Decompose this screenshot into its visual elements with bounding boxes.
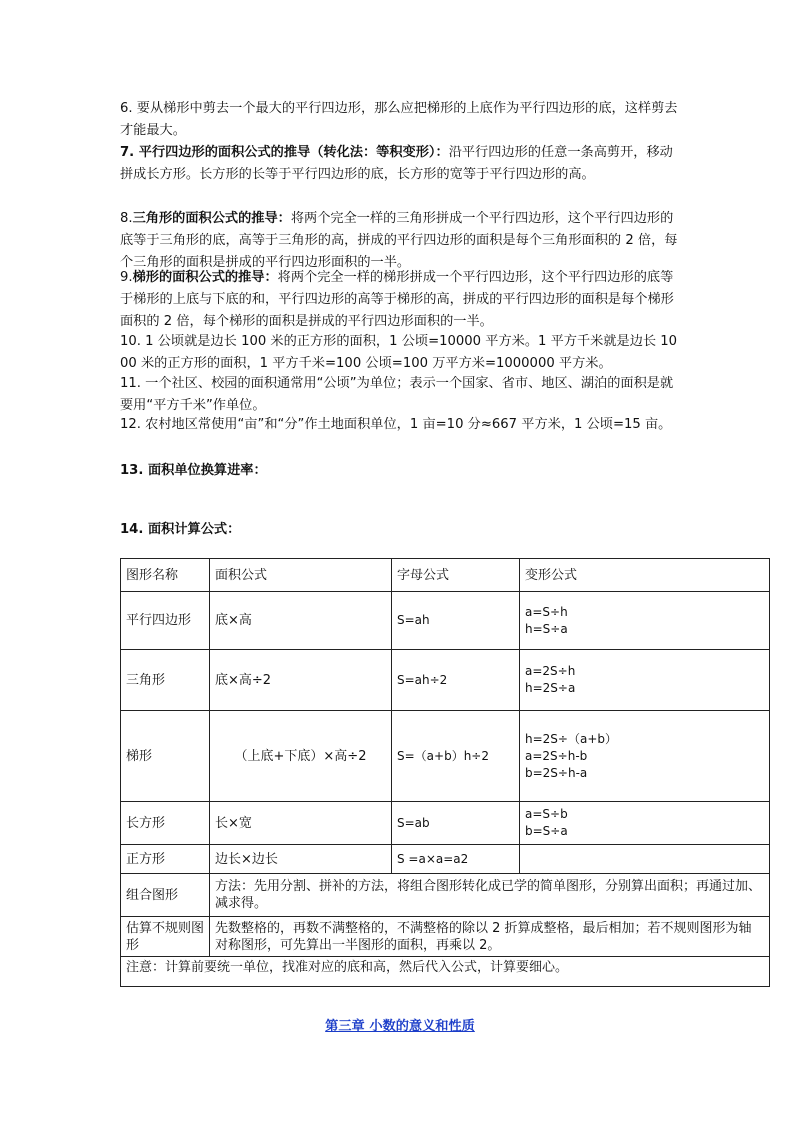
table-row [121, 845, 770, 874]
shape-name: 估算不规则图形 [121, 917, 210, 957]
table-row-note [121, 957, 770, 987]
variant-formulas: a=S÷h h=S÷a [520, 592, 770, 650]
item-12: 12. 农村地区常使用“亩”和“分”作土地面积单位，1 亩=10 分≈667 平方米，1 公顷=15 亩。 [120, 417, 672, 432]
area-formula-table [120, 558, 770, 987]
shape-name: 组合图形 [121, 874, 210, 917]
header-cell: 变形公式 [520, 559, 770, 592]
note-text: 注意：计算前要统一单位，找准对应的底和高，然后代入公式，计算要细心。 [121, 957, 770, 987]
combo-method: 方法：先用分割、拼补的方法，将组合图形转化成已学的简单图形，分别算出面积；再通过加、减求得。 [210, 874, 770, 917]
letter-formula: S=ah [392, 592, 520, 650]
shape-name: 平行四边形 [121, 592, 210, 650]
header-cell: 面积公式 [210, 559, 392, 592]
variant-formulas [520, 845, 770, 874]
item-8: 8.三角形的面积公式的推导：将两个完全一样的三角形拼成一个平行四边形，这个平行四边形的底等于三角形的底，高等于三角形的高，拼成的平行四边形的面积是每个三角形面积的 2 倍，每个三角形的面积是拼成的平行四边形面积的一半。 [120, 211, 678, 270]
header-cell: 图形名称 [121, 559, 210, 592]
estimate-method: 先数整格的，再数不满整格的，不满整格的除以 2 折算成整格，最后相加；若不规则图形为轴对称图形，可先算出一半图形的面积，再乘以 2。 [210, 917, 770, 957]
table-row [121, 711, 770, 802]
variant-formulas: a=2S÷h h=2S÷a [520, 650, 770, 711]
variant-formulas: h=2S÷（a+b） a=2S÷h-b b=2S÷h-a [520, 711, 770, 802]
shape-name: 正方形 [121, 845, 210, 874]
item-11: 11. 一个社区、校园的面积通常用“公顷”为单位；表示一个国家、省市、地区、湖泊的面积是就要用“平方千米”作单位。 [120, 376, 674, 413]
shape-name: 长方形 [121, 802, 210, 845]
header-cell: 字母公式 [392, 559, 520, 592]
table-row [121, 650, 770, 711]
item-14-heading: 14. 面积计算公式： [120, 522, 241, 537]
variant-formulas: a=S÷b b=S÷a [520, 802, 770, 845]
item-13-heading: 13. 面积单位换算进率： [120, 463, 267, 478]
table-row [121, 592, 770, 650]
shape-name: 梯形 [121, 711, 210, 802]
shape-name: 三角形 [121, 650, 210, 711]
letter-formula: S=（a+b）h÷2 [392, 711, 520, 802]
area-formula: 长×宽 [210, 802, 392, 845]
area-formula: 边长×边长 [210, 845, 392, 874]
table-row-estimate [121, 917, 770, 957]
letter-formula: S =a×a=a2 [392, 845, 520, 874]
letter-formula: S=ah÷2 [392, 650, 520, 711]
area-formula: 底×高÷2 [210, 650, 392, 711]
table-row-combo [121, 874, 770, 917]
letter-formula: S=ab [392, 802, 520, 845]
area-formula: （上底+下底）×高÷2 [210, 711, 392, 802]
table-header-row [121, 559, 770, 592]
chapter-link[interactable]: 第三章 小数的意义和性质 [325, 1019, 475, 1034]
item-6: 6. 要从梯形中剪去一个最大的平行四边形，那么应把梯形的上底作为平行四边形的底，这样剪去才能最大。 [120, 101, 678, 138]
item-10: 10. 1 公顷就是边长 100 米的正方形的面积，1 公顷=10000 平方米。1 平方千米就是边长 1000 米的正方形的面积，1 平方千米=100 公顷=100 万平方米=1000000 平方米。 [120, 334, 678, 371]
item-9: 9.梯形的面积公式的推导：将两个完全一样的梯形拼成一个平行四边形，这个平行四边形的底等于梯形的上底与下底的和，平行四边形的高等于梯形的高，拼成的平行四边形的面积是每个梯形面积的 2 倍，每个梯形的面积是拼成的平行四边形面积的一半。 [120, 270, 674, 329]
table-row [121, 802, 770, 845]
area-formula: 底×高 [210, 592, 392, 650]
item-7: 7. 平行四边形的面积公式的推导（转化法：等积变形）：沿平行四边形的任意一条高剪开，移动拼成长方形。长方形的长等于平行四边形的底，长方形的宽等于平行四边形的高。 [120, 145, 673, 182]
